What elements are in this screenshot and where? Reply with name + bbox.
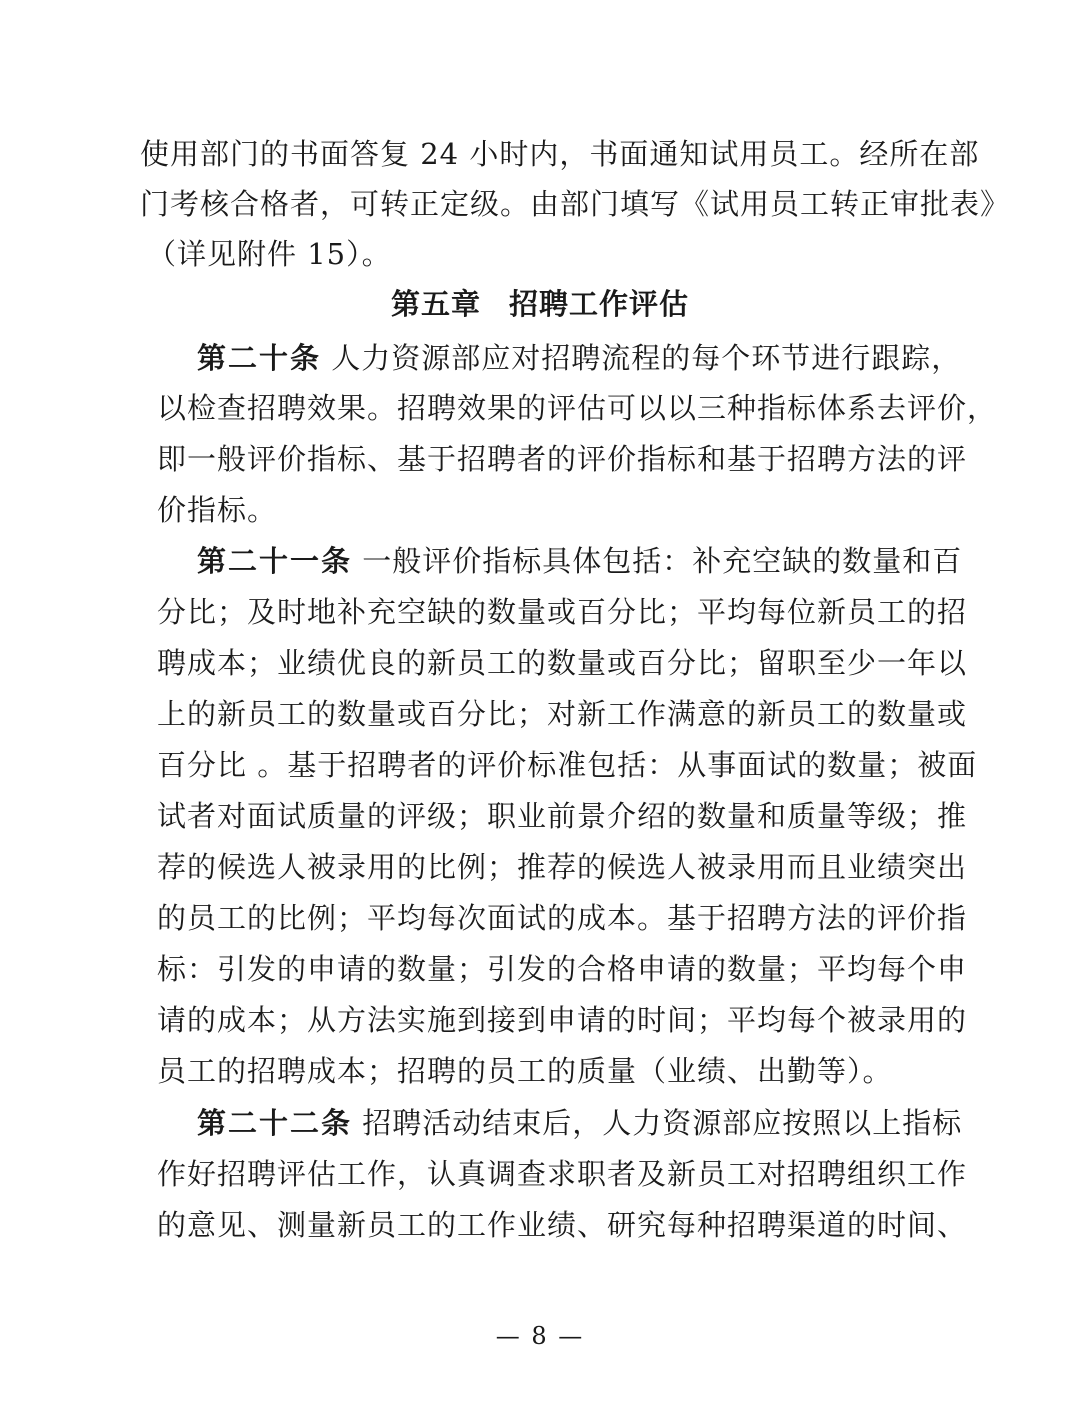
article-22-text: 招聘活动结束后，人力资源部应按照以上指标	[362, 1106, 963, 1140]
article-21-line-8: 标：引发的申请的数量；引发的合格申请的数量；平均每个申	[157, 952, 968, 986]
intro-line-3: （详见附件 15）。	[147, 237, 392, 271]
article-21-line-3: 上的新员工的数量或百分比；对新工作满意的新员工的数量或	[157, 697, 968, 731]
article-21-first-line	[197, 543, 963, 579]
article-21-line-4: 百分比 。基于招聘者的评价标准包括：从事面试的数量；被面	[157, 748, 978, 782]
article-20-first-line	[197, 340, 962, 376]
article-22-line-1: 作好招聘评估工作，认真调查求职者及新员工对招聘组织工作	[157, 1157, 968, 1191]
chapter-number: 第五章	[390, 287, 481, 321]
article-20-line-2: 即一般评价指标、基于招聘者的评价指标和基于招聘方法的评	[157, 442, 968, 476]
article-21-line-2: 聘成本；业绩优良的新员工的数量或百分比；留职至少一年以	[157, 646, 968, 680]
article-21-text: 一般评价指标具体包括：补充空缺的数量和百	[362, 544, 963, 578]
article-22-line-2: 的意见、测量新员工的工作业绩、研究每种招聘渠道的时间、	[157, 1208, 968, 1242]
article-21-line-10: 员工的招聘成本；招聘的员工的质量（业绩、出勤等）。	[157, 1054, 893, 1088]
chapter-name: 招聘工作评估	[509, 287, 690, 321]
article-21-line-5: 试者对面试质量的评级；职业前景介绍的数量和质量等级；推	[157, 799, 968, 833]
article-22-first-line	[197, 1105, 963, 1141]
intro-line-2: 门考核合格者，可转正定级。由部门填写《试用员工转正审批表》	[140, 187, 1011, 221]
article-21-line-1: 分比；及时地补充空缺的数量或百分比；平均每位新员工的招	[157, 595, 968, 629]
article-21-line-6: 荐的候选人被录用的比例；推荐的候选人被录用而且业绩突出	[157, 850, 968, 884]
article-20-line-3: 价指标。	[157, 493, 278, 527]
page-number: — 8 —	[495, 1322, 585, 1350]
article-20-line-1: 以检查招聘效果。招聘效果的评估可以以三种指标体系去评价，	[157, 391, 998, 425]
article-22-label: 第二十二条	[197, 1106, 353, 1140]
article-21-line-9: 请的成本；从方法实施到接到申请的时间；平均每个被录用的	[157, 1003, 968, 1037]
article-21-label: 第二十一条	[197, 544, 353, 578]
chapter-title	[0, 284, 1080, 324]
intro-line-1: 使用部门的书面答复 24 小时内，书面通知试用员工。经所在部	[140, 137, 980, 171]
article-21-line-7: 的员工的比例；平均每次面试的成本。基于招聘方法的评价指	[157, 901, 968, 935]
article-20-text: 人力资源部应对招聘流程的每个环节进行跟踪，	[331, 341, 962, 375]
article-20-label: 第二十条	[197, 341, 322, 375]
